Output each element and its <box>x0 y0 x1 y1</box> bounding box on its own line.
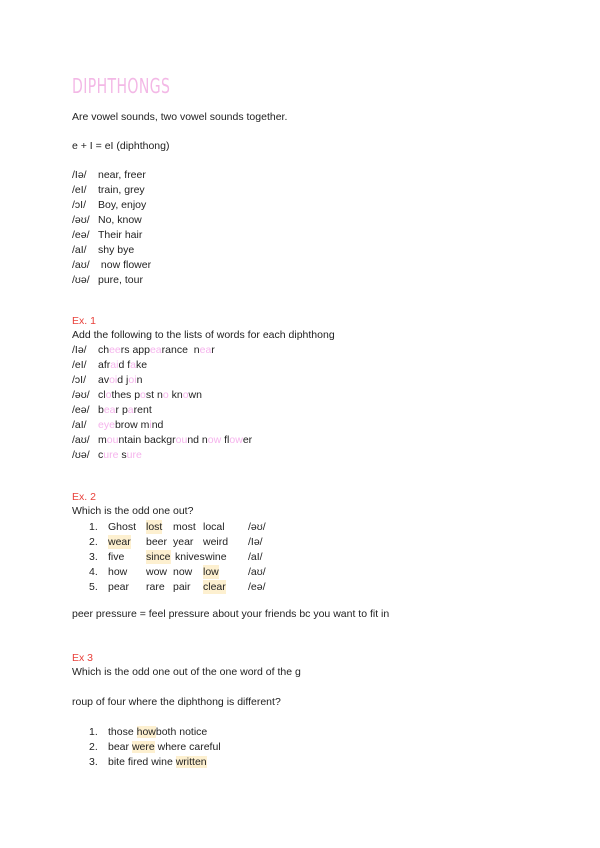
odd-word: since <box>146 551 171 563</box>
diphthong-row <box>72 213 142 227</box>
diphthong-row <box>72 228 142 242</box>
word-text: afr <box>98 359 111 371</box>
word-text: ke <box>135 359 148 371</box>
ex3-heading: Ex 3 <box>72 652 94 664</box>
word: rare <box>146 581 165 593</box>
diphthong-row <box>72 198 146 212</box>
word-text: kn <box>168 389 183 401</box>
word-text: rent <box>133 404 152 416</box>
diphthong-row <box>72 168 146 182</box>
word-text: rance n <box>161 344 200 356</box>
word: knives <box>175 551 205 563</box>
word-text: thes p <box>111 389 141 401</box>
list-number: 5. <box>89 581 98 593</box>
ex1-row <box>72 388 202 402</box>
ex1-instruction: Add the following to the lists of words for each diphthong <box>72 329 335 341</box>
ipa-symbol: /aI/ <box>248 551 263 563</box>
odd-word: lost <box>146 521 163 533</box>
list-number: 3. <box>89 756 98 768</box>
ipa-symbol: /Iə/ <box>72 169 87 181</box>
odd-word: were <box>131 741 155 753</box>
ipa-symbol: /eə/ <box>72 229 90 241</box>
word: weird <box>203 536 229 548</box>
vowel-highlight: ee <box>109 344 121 356</box>
word-text: d f <box>118 359 131 371</box>
word: five <box>108 551 125 563</box>
diphthong-row <box>72 243 134 257</box>
ex3-question-part2: roup of four where the diphthong is different? <box>72 696 281 708</box>
word-text: m <box>98 434 107 446</box>
diphthong-row <box>72 273 143 287</box>
ex1-row <box>72 373 142 387</box>
word-text: d j <box>117 374 129 386</box>
vowel-highlight: ure <box>103 449 119 461</box>
vowel-highlight: o <box>162 389 169 401</box>
vowel-highlight: ow <box>207 434 222 446</box>
ipa-symbol: /əʊ/ <box>72 389 90 401</box>
word-text: those <box>108 726 137 738</box>
ex2-note: peer pressure = feel pressure about your friends bc you want to fit in <box>72 608 390 620</box>
vowel-highlight: ure <box>126 449 142 461</box>
list-number: 3. <box>89 551 98 563</box>
ipa-symbol: /aI/ <box>72 244 87 256</box>
ex1-row <box>72 433 252 447</box>
example-words: Their hair <box>98 229 143 241</box>
ipa-symbol: /əʊ/ <box>248 521 266 533</box>
example-words: Boy, enjoy <box>98 199 147 211</box>
word-text: wn <box>188 389 202 401</box>
word-text: bear <box>108 741 132 753</box>
word: most <box>173 521 196 533</box>
ipa-symbol: /aʊ/ <box>72 434 90 446</box>
ipa-symbol: /əʊ/ <box>72 214 90 226</box>
word-text: both notice <box>155 726 208 738</box>
word-text: cl <box>98 389 106 401</box>
formula-text: e + I = eI (diphthong) <box>72 140 170 152</box>
word-text: b <box>98 404 104 416</box>
ipa-symbol: /Iə/ <box>72 344 87 356</box>
list-number: 2. <box>89 536 98 548</box>
vowel-highlight: o <box>182 389 189 401</box>
vowel-highlight: ea <box>149 344 162 356</box>
list-number: 4. <box>89 566 98 578</box>
word-text: s <box>118 449 127 461</box>
ex2-question: Which is the odd one out? <box>72 505 194 517</box>
word: year <box>173 536 194 548</box>
word-text: r p <box>115 404 128 416</box>
word-text: fl <box>221 434 230 446</box>
diphthong-row <box>72 258 151 272</box>
word-text: n <box>136 374 143 386</box>
example-words: train, grey <box>98 184 145 196</box>
word-text: nd <box>151 419 164 431</box>
word: pear <box>108 581 130 593</box>
vowel-highlight: a <box>127 404 134 416</box>
word-text: st n <box>145 389 163 401</box>
intro-text: Are vowel sounds, two vowel sounds together. <box>72 111 288 123</box>
word: local <box>203 521 225 533</box>
vowel-highlight: o <box>105 389 112 401</box>
word-text: ntain backgr <box>118 434 176 446</box>
example-words: near, freer <box>98 169 146 181</box>
word: beer <box>146 536 168 548</box>
ipa-symbol: /ʊə/ <box>72 274 90 286</box>
ipa-symbol: /eə/ <box>248 581 266 593</box>
word-text: av <box>98 374 110 386</box>
ex1-heading: Ex. 1 <box>72 315 96 327</box>
word-text: bite fired wine <box>108 756 176 768</box>
word-text: c <box>98 449 104 461</box>
example-words: shy bye <box>98 244 135 256</box>
vowel-highlight: eye <box>98 419 115 431</box>
ex1-row <box>72 403 152 417</box>
vowel-highlight: ea <box>103 404 116 416</box>
ex2-heading: Ex. 2 <box>72 491 96 503</box>
example-words: now flower <box>98 259 152 271</box>
vowel-highlight: i <box>149 419 152 431</box>
odd-word: how <box>136 726 156 738</box>
word: wine <box>205 551 227 563</box>
ipa-symbol: /ʊə/ <box>72 449 90 461</box>
ex1-row <box>72 418 163 432</box>
odd-word: written <box>175 756 207 768</box>
ipa-symbol: /ɔI/ <box>72 374 87 386</box>
ipa-symbol: /ɔI/ <box>72 199 87 211</box>
list-number: 2. <box>89 741 98 753</box>
vowel-highlight: ea <box>199 344 212 356</box>
word-text: ch <box>98 344 110 356</box>
ex3-row <box>108 740 221 754</box>
ipa-symbol: /eI/ <box>72 359 87 371</box>
odd-word: clear <box>203 581 226 593</box>
word-text: brow m <box>114 419 150 431</box>
word-text: r <box>211 344 215 356</box>
vowel-highlight: oi <box>128 374 137 386</box>
ex1-row <box>72 358 147 372</box>
odd-word: wear <box>108 536 131 548</box>
word-text: rs app <box>120 344 150 356</box>
ex3-row <box>108 755 207 769</box>
word-text: er <box>242 434 253 446</box>
ipa-symbol: /aʊ/ <box>72 259 90 271</box>
vowel-highlight: ow <box>229 434 243 446</box>
ipa-symbol: /eI/ <box>72 184 87 196</box>
ipa-symbol: /aʊ/ <box>248 566 266 578</box>
page-title: DIPHTHONGS <box>72 74 171 98</box>
vowel-highlight: o <box>140 389 146 401</box>
ipa-symbol: /Iə/ <box>248 536 263 548</box>
word-text: nd n <box>187 434 208 446</box>
ex1-row <box>72 343 215 357</box>
vowel-highlight: ou <box>106 434 119 446</box>
vowel-highlight: a <box>130 359 136 371</box>
word: pair <box>173 581 191 593</box>
vowel-highlight: ai <box>110 359 119 371</box>
word-text: where careful <box>154 741 221 753</box>
ipa-symbol: /eə/ <box>72 404 90 416</box>
vowel-highlight: oi <box>109 374 118 386</box>
list-number: 1. <box>89 521 98 533</box>
example-words: No, know <box>98 214 142 226</box>
ex1-row <box>72 448 142 462</box>
ipa-symbol: /aI/ <box>72 419 87 431</box>
word: Ghost <box>108 521 137 533</box>
word: wow <box>146 566 168 578</box>
list-number: 1. <box>89 726 98 738</box>
diphthong-row <box>72 183 145 197</box>
word: now <box>173 566 193 578</box>
vowel-highlight: ou <box>175 434 188 446</box>
ex3-row <box>108 725 207 739</box>
word: how <box>108 566 128 578</box>
ex3-question-part1: Which is the odd one out of the one word of the g <box>72 666 301 678</box>
odd-word: low <box>203 566 219 578</box>
example-words: pure, tour <box>98 274 143 286</box>
